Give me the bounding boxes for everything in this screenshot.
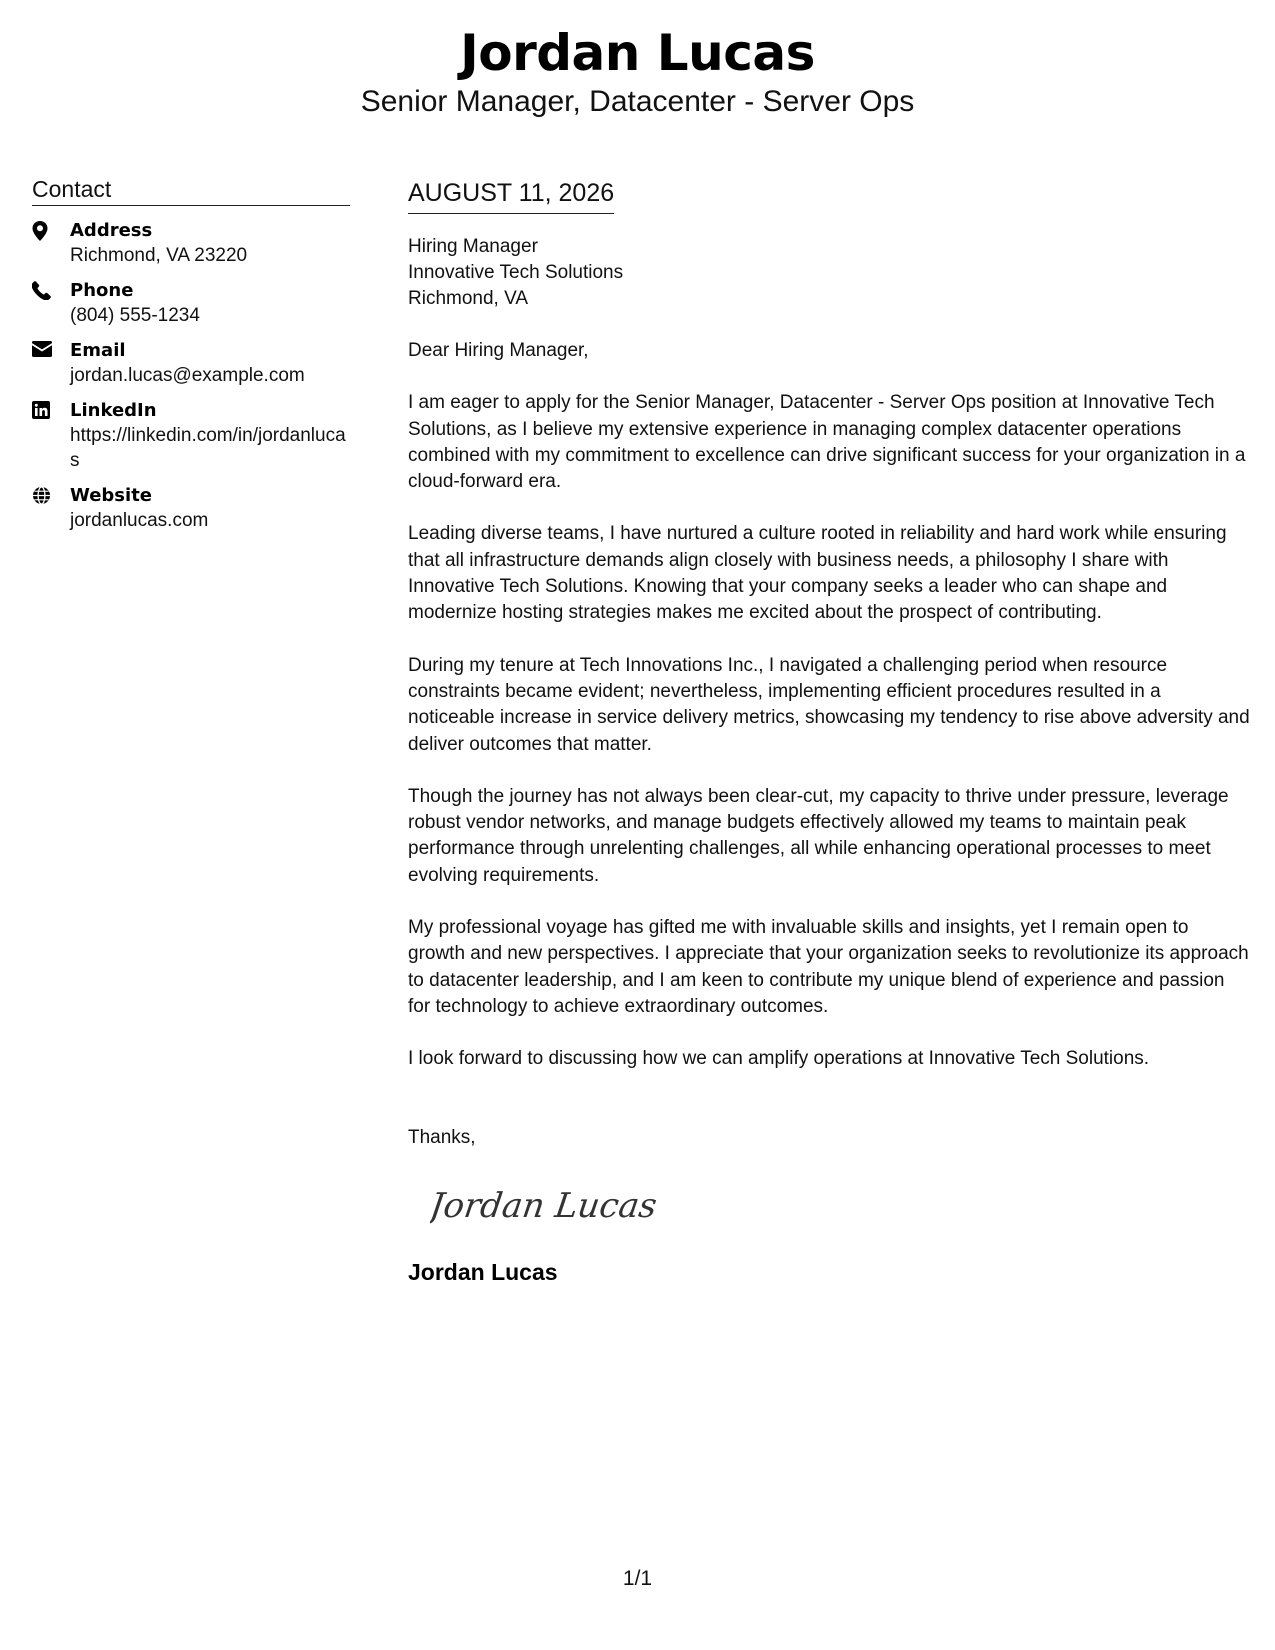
map-pin-icon bbox=[32, 218, 70, 241]
contact-item-website bbox=[32, 483, 350, 533]
contact-item-linkedin bbox=[32, 398, 350, 473]
contact-value: (804) 555-1234 bbox=[70, 305, 200, 326]
letter-body bbox=[408, 178, 1250, 1287]
contact-value: jordan.lucas@example.com bbox=[70, 365, 305, 386]
recipient-block bbox=[408, 234, 1250, 312]
contact-label: Phone bbox=[70, 280, 134, 301]
recipient-title: Hiring Manager bbox=[408, 236, 538, 257]
globe-icon bbox=[32, 483, 70, 505]
body-paragraph: I look forward to discussing how we can amplify operations at Innovative Tech Solutions. bbox=[408, 1048, 1150, 1070]
document-header bbox=[0, 22, 1275, 120]
signature-text: Jordan Lucas bbox=[430, 1185, 660, 1226]
handwritten-signature bbox=[430, 1179, 1250, 1235]
contact-value: https://linkedin.com/in/jordanlucas bbox=[70, 425, 346, 471]
body-paragraph: My professional voyage has gifted me with invaluable skills and insights, yet I remain open to growth and new perspectives. I appreciate that your organization seeks to revolutionize its approach to datacenter leadership, and I am keen to contribute my unique blend of experience and passion for technology to achieve extraordinary outcomes. bbox=[408, 917, 1249, 1017]
contact-label: Address bbox=[70, 220, 153, 241]
closing: Thanks, bbox=[408, 1126, 476, 1148]
letter-date: AUGUST 11, 2026 bbox=[408, 179, 615, 207]
contact-value: jordanlucas.com bbox=[70, 510, 209, 531]
page-number: 1/1 bbox=[622, 1567, 653, 1590]
body-paragraph: During my tenure at Tech Innovations Inc., I navigated a challenging period when resource constraints became evident; nevertheless, implementing efficient procedures resulted in a noticeable increase in service delivery metrics, showcasing my tendency to rise above adversity and deliver outcomes that matter. bbox=[408, 654, 1250, 755]
body-paragraph: Leading diverse teams, I have nurtured a culture rooted in reliability and hard work while ensuring that all infrastructure demands align closely with business needs, a philosophy I share with Innovative Tech Solutions. Knowing that your company seeks a leader who can shape and modernize hosting strategies makes me excited about the prospect of contributing. bbox=[408, 523, 1227, 624]
body-paragraph: I am eager to apply for the Senior Manager, Datacenter - Server Ops position at Innovative Tech Solutions, as I believe my extensive experience in managing complex datacenter operations combined with my commitment to excellence can drive significant success for your organization in a cloud-forward era. bbox=[408, 392, 1246, 493]
contact-item-email bbox=[32, 338, 350, 388]
contact-heading: Contact bbox=[32, 174, 350, 206]
envelope-icon bbox=[32, 338, 70, 357]
contact-list bbox=[32, 218, 350, 533]
recipient-location: Richmond, VA bbox=[408, 288, 529, 309]
contact-label: Email bbox=[70, 340, 126, 361]
applicant-name: Jordan Lucas bbox=[460, 24, 815, 82]
contact-label: LinkedIn bbox=[70, 400, 157, 421]
recipient-company: Innovative Tech Solutions bbox=[408, 262, 624, 283]
body-paragraph: Though the journey has not always been clear-cut, my capacity to thrive under pressure, leverage robust vendor networks, and manage budgets effectively allowed my teams to maintain peak performance through unrelenting challenges, all while enhancing operational processes to meet evolving requirements. bbox=[408, 785, 1229, 886]
signer-name: Jordan Lucas bbox=[408, 1258, 558, 1285]
phone-icon bbox=[32, 278, 70, 300]
contact-value: Richmond, VA 23220 bbox=[70, 245, 248, 266]
contact-sidebar bbox=[32, 174, 350, 543]
job-title: Senior Manager, Datacenter - Server Ops bbox=[360, 85, 915, 118]
linkedin-icon bbox=[32, 398, 70, 419]
contact-item-phone bbox=[32, 278, 350, 328]
letter-date-block bbox=[408, 178, 614, 214]
contact-label: Website bbox=[70, 485, 153, 506]
contact-item-address bbox=[32, 218, 350, 268]
salutation: Dear Hiring Manager, bbox=[408, 340, 589, 361]
